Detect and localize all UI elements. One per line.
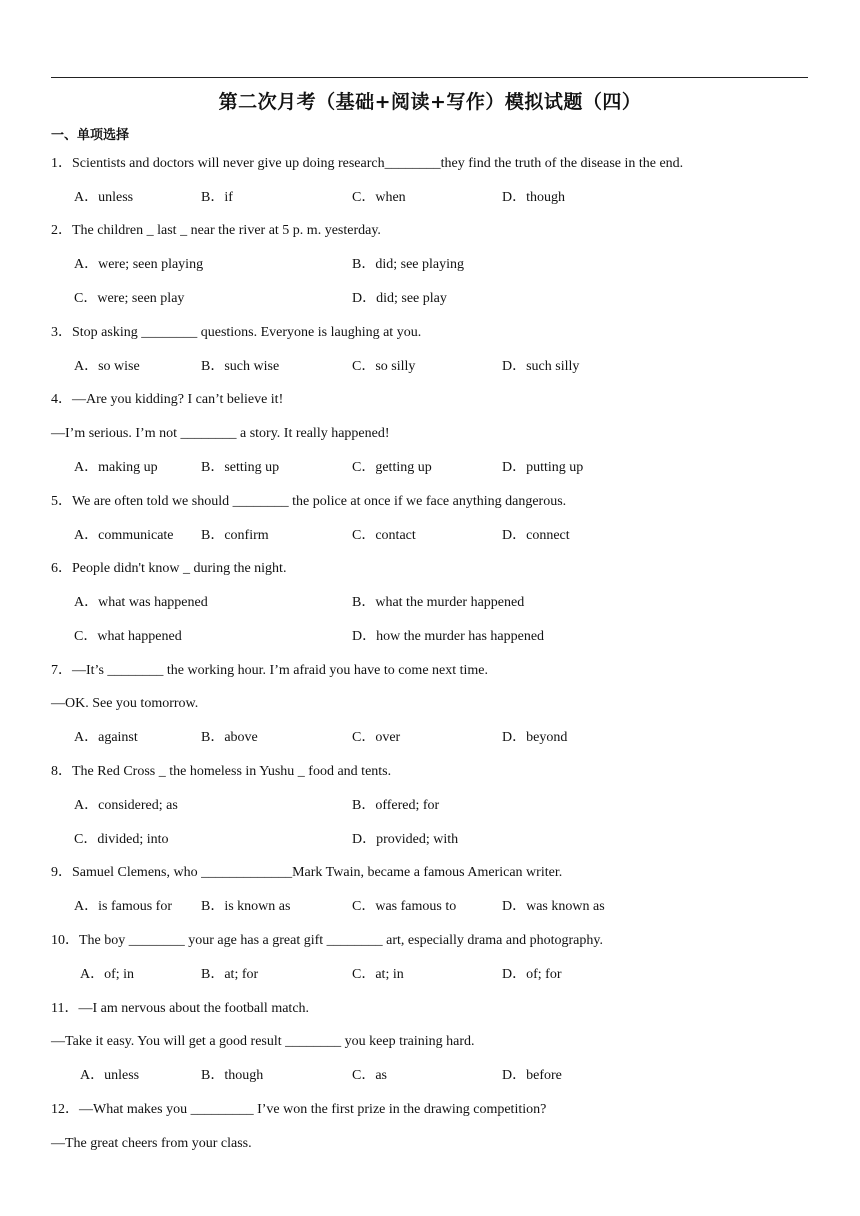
option-b: B．such wise — [201, 359, 280, 374]
option-b: B．what the murder happened — [352, 595, 525, 610]
option-b: B．if — [201, 190, 233, 205]
question-stem-reply: —I’m serious. I’m not ________ a story. It really happened! — [51, 426, 390, 441]
option-d: D．before — [502, 1068, 562, 1083]
option-a: A．what was happened — [74, 595, 208, 610]
option-c: C．when — [352, 190, 406, 205]
option-a: A．considered; as — [74, 798, 178, 813]
option-d: D．connect — [502, 528, 570, 543]
question-stem-reply: —The great cheers from your class. — [51, 1136, 252, 1151]
question-stem: 11．—I am nervous about the football match. — [51, 1001, 310, 1016]
option-c: C．were; seen play — [74, 291, 185, 306]
option-b: B．did; see playing — [352, 257, 464, 272]
option-d: D．provided; with — [352, 832, 459, 847]
question-stem: 8．The Red Cross _ the homeless in Yushu _ food and tents. — [51, 764, 392, 779]
option-a: A．were; seen playing — [74, 257, 204, 272]
option-d: D．how the murder has happened — [352, 629, 545, 644]
question-stem-reply: —OK. See you tomorrow. — [51, 696, 199, 711]
option-d: D．beyond — [502, 730, 568, 745]
question-stem: 12．—What makes you _________ I’ve won the first prize in the drawing competition? — [51, 1102, 547, 1117]
option-b: B．at; for — [201, 967, 259, 982]
question-stem: 3．Stop asking ________ questions. Everyone is laughing at you. — [51, 325, 422, 340]
option-a: A．communicate — [74, 528, 174, 543]
section-heading: 一、单项选择 — [51, 128, 130, 143]
question-stem: 2．The children _ last _ near the river at 5 p. m. yesterday. — [51, 223, 381, 238]
question-stem: 10．The boy ________ your age has a great gift ________ art, especially drama and photography. — [51, 933, 603, 948]
option-c: C．contact — [352, 528, 416, 543]
option-b: B．setting up — [201, 460, 280, 475]
question-stem: 7．—It’s ________ the working hour. I’m afraid you have to come next time. — [51, 663, 489, 678]
option-a: A．so wise — [74, 359, 140, 374]
option-b: B．above — [201, 730, 258, 745]
option-d: D．though — [502, 190, 565, 205]
question-stem-reply: —Take it easy. You will get a good result ________ you keep training hard. — [51, 1034, 475, 1049]
option-d: D．did; see play — [352, 291, 447, 306]
option-b: B．is known as — [201, 899, 291, 914]
question-stem: 9．Samuel Clemens, who _____________Mark Twain, became a famous American writer. — [51, 865, 563, 880]
question-stem: 4．—Are you kidding? I can’t believe it! — [51, 392, 284, 407]
option-c: C．over — [352, 730, 401, 745]
option-b: B．though — [201, 1068, 264, 1083]
option-d: D．such silly — [502, 359, 580, 374]
option-c: C．at; in — [352, 967, 404, 982]
option-d: D．of; for — [502, 967, 562, 982]
option-a: A．unless — [80, 1068, 140, 1083]
question-stem: 6．People didn't know _ during the night. — [51, 561, 287, 576]
option-c: C．as — [352, 1068, 387, 1083]
option-c: C．was famous to — [352, 899, 457, 914]
page-title: 第二次月考（基础+阅读+写作）模拟试题（四） — [218, 91, 642, 113]
option-d: D．was known as — [502, 899, 605, 914]
option-c: C．divided; into — [74, 832, 169, 847]
option-a: A．is famous for — [74, 899, 172, 914]
header-rule — [51, 77, 808, 78]
option-a: A．making up — [74, 460, 158, 475]
option-b: B．confirm — [201, 528, 269, 543]
question-stem: 5．We are often told we should ________ the police at once if we face anything dangerous. — [51, 494, 567, 509]
option-a: A．against — [74, 730, 138, 745]
option-c: C．getting up — [352, 460, 432, 475]
option-c: C．so silly — [352, 359, 416, 374]
option-c: C．what happened — [74, 629, 182, 644]
question-stem: 1．Scientists and doctors will never give up doing research________they find the truth of the disease in the end. — [51, 156, 684, 171]
option-a: A．of; in — [80, 967, 135, 982]
option-b: B．offered; for — [352, 798, 440, 813]
option-d: D．putting up — [502, 460, 584, 475]
option-a: A．unless — [74, 190, 134, 205]
